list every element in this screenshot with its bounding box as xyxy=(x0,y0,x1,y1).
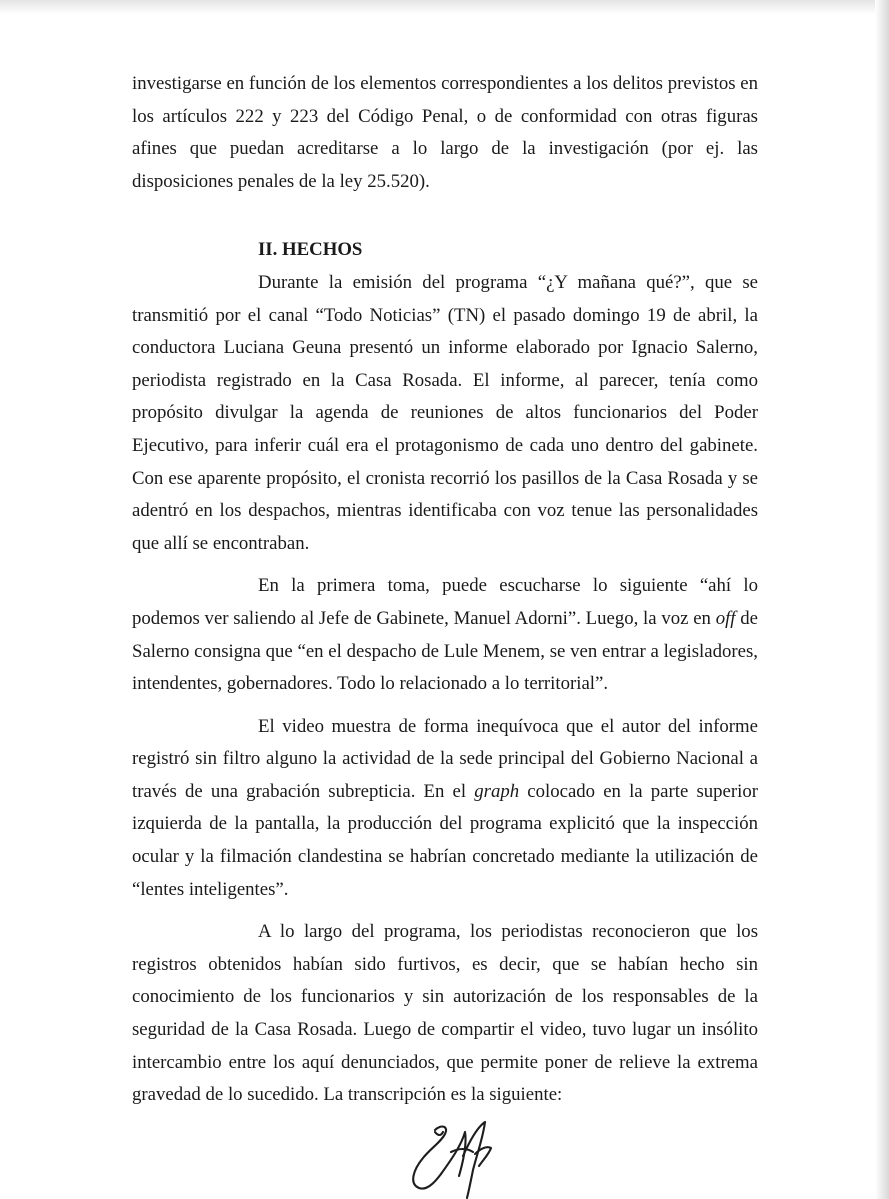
italic-term: graph xyxy=(474,780,520,802)
paragraph-hechos-intro: Durante la emisión del programa “¿Y mañana qué?”, que se transmitió por el canal “Todo Noticias” (TN) el pasado domingo 19 de abril, la conductora Luciana Geuna presentó un informe elaborado por Ignacio Salerno, periodista registrado en la Casa Rosada. El informe, al parecer, tenía como propósito divulgar la agenda de reuniones de altos funcionarios del Poder Ejecutivo, para inferir cuál era el protagonismo de cada uno dentro del gabinete. Con ese aparente propósito, el cronista recorrió los pasillos de la Casa Rosada y se adentró en los despachos, mientras identificaba con voz tenue las personalidades que allí se encontraban. xyxy=(132,271,758,554)
page-right-edge xyxy=(875,0,889,1199)
document-body xyxy=(132,68,758,1112)
paragraph-primera-toma xyxy=(132,570,758,700)
section-heading: II. HECHOS xyxy=(258,239,363,261)
paragraph-text: de Salerno consigna que “en el despacho de Lule Menem, se ven entrar a legisladores, intendentes, gobernadores. Todo lo relacionado a lo territorial”. xyxy=(132,607,758,695)
paragraph-text: En la primera toma, puede escucharse lo siguiente “ahí lo podemos ver saliendo al Jefe de Gabinete, Manuel Adorni”. Luego, la voz en xyxy=(132,575,758,629)
paragraph-programa: A lo largo del programa, los periodistas reconocieron que los registros obtenidos habían sido furtivos, es decir, que se habían hecho sin conocimiento de los funcionarios y sin autorización de los responsables de la seguridad de la Casa Rosada. Luego de compartir el video, tuvo lugar un insólito intercambio entre los aquí denunciados, que permite poner de relieve la extrema gravedad de lo sucedido. La transcripción es la siguiente: xyxy=(132,921,758,1106)
italic-term: off xyxy=(715,607,736,629)
paragraph-text: El video muestra de forma inequívoca que el autor del informe registró sin filtro alguno la actividad de la sede principal del Gobierno Nacional a través de una grabación subrepticia. En el xyxy=(132,715,758,802)
paragraph-continuation: investigarse en función de los elementos correspondientes a los delitos previstos en los artículos 222 y 223 del Código Penal, o de conformidad con otras figuras afines que puedan acreditarse a lo largo de la investigación (por ej. las disposiciones penales de la ley 25.520). xyxy=(132,73,758,192)
signature-image xyxy=(405,1118,515,1199)
page-top-shadow xyxy=(0,0,889,14)
paragraph-text: colocado en la parte superior izquierda de la pantalla, la producción del programa explicitó que la inspección ocular y la filmación clandestina se habrían concretado mediante la utilización de “lentes inteligentes”. xyxy=(132,780,759,900)
paragraph-video xyxy=(132,711,758,907)
